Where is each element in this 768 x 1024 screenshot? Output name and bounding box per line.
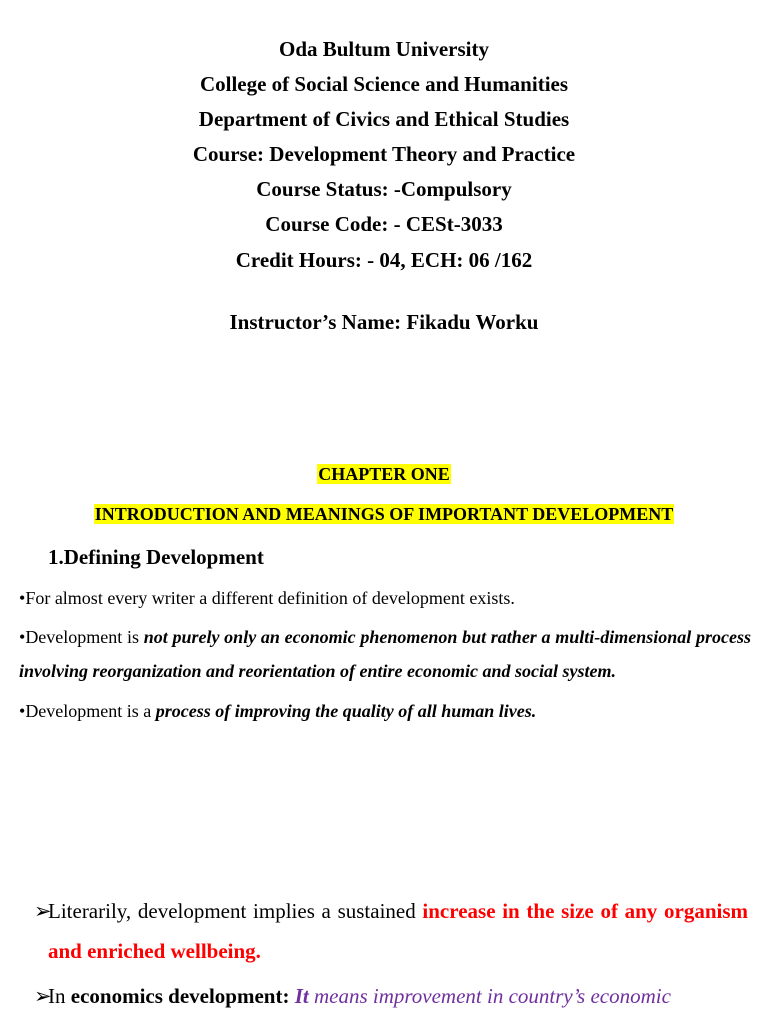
arrow-bullet-icon: ➢ bbox=[34, 899, 52, 923]
credit-hours: Credit Hours: - 04, ECH: 06 /162 bbox=[235, 248, 533, 272]
instructor-name: Instructor’s Name: Fikadu Worku bbox=[229, 310, 539, 334]
course-status: Course Status: -Compulsory bbox=[256, 177, 512, 201]
bullet-item: •Development is not purely only an economic phenomenon but rather a multi-dimensional process involving reorganization and reorientation of entire economic and social system. bbox=[19, 627, 751, 681]
arrow-item: ➢ In economics development: It means improvement in country’s economic bbox=[48, 976, 748, 1016]
course-title: Course: Development Theory and Practice bbox=[192, 142, 576, 166]
bullet-item: •For almost every writer a different definition of development exists. bbox=[19, 588, 515, 608]
chapter-title: INTRODUCTION AND MEANINGS OF IMPORTANT DEVELOPMENT bbox=[94, 504, 674, 524]
university-name: Oda Bultum University bbox=[278, 37, 490, 61]
chapter-label: CHAPTER ONE bbox=[318, 464, 450, 484]
bullet-item: •Development is a process of improving the quality of all human lives. bbox=[19, 701, 537, 721]
section-heading: 1.Defining Development bbox=[48, 545, 264, 569]
arrow-bullet-icon: ➢ bbox=[34, 984, 52, 1008]
arrow-item: ➢ Literarily, development implies a sustained increase in the size of any organism and enriched wellbeing. bbox=[48, 891, 748, 971]
course-code: Course Code: - CESt-3033 bbox=[265, 212, 503, 236]
college-name: College of Social Science and Humanities bbox=[199, 72, 569, 96]
department-name: Department of Civics and Ethical Studies bbox=[198, 107, 570, 131]
